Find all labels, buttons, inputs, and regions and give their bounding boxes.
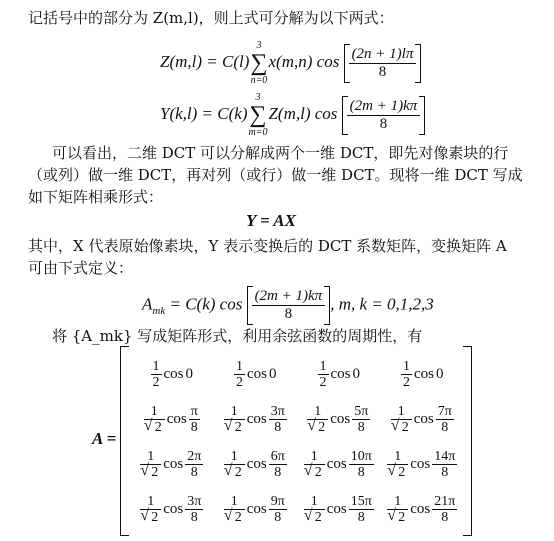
sqrt-radicand: 2 (318, 420, 326, 435)
paragraph-1-line-2: （或列）做一维 DCT，再对列（或行）做一维 DCT。现将一维 DCT 写成 (28, 166, 523, 184)
cos-argument-fraction (432, 449, 457, 480)
cos-function: cos (410, 456, 431, 472)
eq1-numerator: (2n + 1)lπ (349, 46, 417, 64)
cos-argument-fraction (349, 449, 374, 480)
sqrt-expression (393, 420, 410, 435)
coefficient-numerator: 1 (307, 404, 328, 420)
cos-function: cos (326, 456, 347, 472)
cos-argument-fraction (185, 494, 203, 525)
eq1-sum-bottom: n=0 (250, 75, 268, 86)
argument-numerator: 3π (270, 404, 285, 419)
matrix-cell-0-1 (214, 352, 298, 397)
argument-denominator: 8 (274, 510, 282, 525)
cos-function: cos (246, 456, 267, 472)
eq1-sum-top: 3 (256, 40, 262, 51)
sqrt-radicand: 2 (151, 510, 159, 525)
cos-function: cos (414, 366, 434, 382)
matrix-coefficient (387, 494, 408, 525)
coefficient-denominator (144, 420, 165, 435)
matrix-coefficient (304, 494, 325, 525)
sqrt-radicand: 2 (398, 465, 406, 480)
argument-denominator: 8 (274, 420, 282, 435)
paragraph-2-line-1: 其中，X 代表原始像素块，Y 表示变换后的 DCT 系数矩阵，变换矩阵 A (28, 237, 507, 255)
matrix-cell-3-2 (297, 487, 381, 532)
cos-function: cos (246, 501, 267, 517)
cos-function: cos (166, 411, 187, 427)
coefficient-denominator: 2 (236, 375, 243, 390)
matrix-coefficient (304, 449, 325, 480)
argument-denominator: 8 (357, 420, 365, 435)
sqrt-radicand: 2 (398, 510, 406, 525)
cos-argument-fraction (269, 404, 287, 435)
eq3-tail: , m, k = 0,1,2,3 (330, 294, 434, 314)
argument-denominator: 8 (190, 420, 198, 435)
cos-argument: 0 (269, 366, 277, 382)
coefficient-numerator: 1 (144, 404, 165, 420)
coefficient-numerator: 1 (140, 449, 161, 465)
cos-argument: 0 (185, 366, 193, 382)
paragraph-1-line-3: 如下矩阵相乘形式： (28, 188, 164, 206)
eq1-bracket (344, 44, 422, 83)
cos-function: cos (163, 456, 184, 472)
coefficient-denominator (307, 420, 328, 435)
matrix-coefficient (140, 449, 161, 480)
cos-argument: 0 (352, 366, 360, 382)
matrix-coefficient (151, 359, 162, 390)
cos-argument-fraction (432, 494, 457, 525)
cos-function: cos (326, 501, 347, 517)
matrix-coefficient (224, 494, 245, 525)
sqrt-expression (306, 465, 323, 480)
sqrt-radicand: 2 (234, 465, 242, 480)
cos-argument-fraction (269, 449, 287, 480)
argument-numerator: 3π (187, 494, 202, 509)
eq2-lhs: Y(k,l) = C(k) (160, 103, 248, 123)
equation-a-mk (142, 286, 434, 325)
coefficient-numerator: 1 (140, 494, 161, 510)
coefficient-denominator (387, 465, 408, 480)
eq3-bracket (247, 286, 331, 325)
coefficient-denominator (391, 420, 412, 435)
eq3-subscript: mk (152, 304, 166, 317)
cos-function: cos (413, 411, 434, 427)
matrix-cell-1-3 (381, 397, 465, 442)
cos-function: cos (410, 501, 431, 517)
eq3-lhs: A (142, 294, 153, 314)
coefficient-numerator: 1 (403, 359, 410, 374)
cos-argument-fraction (352, 404, 370, 435)
cos-function: cos (247, 366, 267, 382)
coefficient-denominator (140, 465, 161, 480)
matrix-cell-0-0 (130, 352, 214, 397)
coefficient-denominator (304, 465, 325, 480)
coefficient-denominator: 2 (152, 375, 160, 390)
eq2-bracket (342, 96, 426, 135)
sqrt-radicand: 2 (234, 510, 242, 525)
sqrt-radicand: 2 (401, 420, 409, 435)
coefficient-numerator: 1 (319, 359, 327, 374)
matrix-cell-2-1 (214, 442, 298, 487)
coefficient-numerator: 1 (152, 359, 160, 374)
coefficient-denominator (387, 510, 408, 525)
eq1-sum: 3 ∑ n=0 (250, 40, 268, 86)
paragraph-2-line-2: 可由下式定义： (28, 259, 134, 277)
cos-argument: 0 (436, 366, 444, 382)
sqrt-expression (142, 465, 159, 480)
matrix-grid (130, 352, 464, 532)
coefficient-numerator: 1 (387, 494, 408, 510)
cos-function: cos (163, 366, 184, 382)
matrix-cell-3-3 (381, 487, 465, 532)
eq3-denominator: 8 (284, 306, 293, 322)
eq2-sum-top: 3 (255, 92, 261, 103)
matrix-cell-0-3 (381, 352, 465, 397)
sqrt-expression (389, 510, 406, 525)
sqrt-expression (146, 420, 163, 435)
matrix-coefficient (307, 404, 328, 435)
eq2-body: Z(m,l) cos (268, 103, 338, 123)
matrix-coefficient (224, 404, 245, 435)
matrix-cell-2-0 (130, 442, 214, 487)
eq2-sum: 3 ∑ m=0 (248, 92, 268, 138)
sqrt-radicand: 2 (314, 510, 322, 525)
eq1-denominator: 8 (378, 63, 387, 80)
coefficient-numerator: 1 (304, 449, 325, 465)
coefficient-numerator: 1 (304, 494, 325, 510)
matrix-coefficient (318, 359, 329, 390)
eq1-lhs: Z(m,l) = C(l) (160, 51, 250, 71)
argument-denominator: 8 (190, 465, 198, 480)
cos-argument-fraction (189, 404, 200, 435)
matrix-label: A = (92, 429, 117, 448)
matrix-cell-1-0 (130, 397, 214, 442)
sqrt-expression (226, 465, 243, 480)
sqrt-radicand: 2 (154, 420, 162, 435)
argument-denominator: 8 (357, 465, 365, 480)
matrix-coefficient (234, 359, 245, 390)
matrix-cell-3-0 (130, 487, 214, 532)
argument-numerator: 6π (270, 449, 285, 464)
matrix-coefficient (144, 404, 165, 435)
matrix-coefficient (401, 359, 412, 390)
argument-numerator: 14π (434, 449, 456, 464)
eq2-denominator: 8 (379, 115, 388, 132)
argument-numerator: 2π (187, 449, 202, 464)
paragraph-1-line-1: 可以看出，二维 DCT 可以分解成两个一维 DCT，即先对像素块的行 (52, 144, 509, 162)
coefficient-numerator: 1 (236, 359, 243, 374)
eq2-sum-bottom: m=0 (248, 127, 268, 138)
cos-function: cos (330, 366, 351, 382)
matrix-cell-2-3 (381, 442, 465, 487)
coefficient-numerator: 1 (391, 404, 412, 420)
coefficient-denominator (304, 510, 325, 525)
cos-function: cos (163, 501, 184, 517)
eq3-mid: = C(k) cos (165, 294, 243, 314)
sqrt-radicand: 2 (234, 420, 242, 435)
argument-numerator: 21π (434, 494, 456, 509)
argument-numerator: π (190, 404, 198, 419)
intro-text: 记括号中的部分为 Z(m,l)，则上式可分解为以下两式： (28, 9, 394, 27)
eq2-numerator: (2m + 1)kπ (347, 98, 421, 116)
sqrt-expression (309, 420, 326, 435)
matrix-coefficient (224, 449, 245, 480)
matrix-coefficient (391, 404, 412, 435)
sqrt-radicand: 2 (314, 465, 322, 480)
sqrt-radicand: 2 (151, 465, 159, 480)
argument-numerator: 15π (350, 494, 372, 509)
equation-z (160, 40, 421, 86)
eq3-numerator: (2m + 1)kπ (252, 288, 326, 306)
argument-numerator: 5π (354, 404, 369, 419)
cos-argument-fraction (269, 494, 287, 525)
cos-argument-fraction (185, 449, 203, 480)
matrix-cell-3-1 (214, 487, 298, 532)
argument-denominator: 8 (190, 510, 198, 525)
argument-denominator: 8 (441, 510, 449, 525)
cos-argument-fraction (436, 404, 454, 435)
matrix-coefficient (387, 449, 408, 480)
coefficient-numerator: 1 (224, 494, 245, 510)
coefficient-denominator (224, 510, 245, 525)
sqrt-expression (389, 465, 406, 480)
matrix-cell-0-2 (297, 352, 381, 397)
coefficient-numerator: 1 (387, 449, 408, 465)
sqrt-expression (226, 420, 243, 435)
eq1-body: x(m,n) cos (268, 51, 340, 71)
sqrt-expression (226, 510, 243, 525)
cos-function: cos (330, 411, 351, 427)
argument-denominator: 8 (357, 510, 365, 525)
matrix-cell-1-1 (214, 397, 298, 442)
matrix-a (92, 346, 484, 536)
coefficient-denominator (224, 465, 245, 480)
matrix-cell-1-2 (297, 397, 381, 442)
equation-y (160, 92, 425, 138)
argument-numerator: 7π (437, 404, 452, 419)
argument-denominator: 8 (274, 465, 282, 480)
coefficient-denominator: 2 (319, 375, 327, 390)
matrix-coefficient (140, 494, 161, 525)
matrix-cell-2-2 (297, 442, 381, 487)
paragraph-3: 将 {A_mk} 写成矩阵形式，利用余弦函数的周期性，有 (52, 327, 423, 345)
sqrt-expression (142, 510, 159, 525)
coefficient-numerator: 1 (224, 449, 245, 465)
coefficient-denominator (140, 510, 161, 525)
cos-function: cos (246, 411, 267, 427)
coefficient-denominator: 2 (403, 375, 410, 390)
coefficient-numerator: 1 (224, 404, 245, 420)
argument-denominator: 8 (441, 465, 449, 480)
argument-numerator: 10π (350, 449, 372, 464)
sqrt-expression (306, 510, 323, 525)
argument-denominator: 8 (441, 420, 449, 435)
argument-numerator: 9π (270, 494, 285, 509)
equation-y-ax: Y = AX (246, 211, 296, 230)
coefficient-denominator (224, 420, 245, 435)
cos-argument-fraction (349, 494, 374, 525)
